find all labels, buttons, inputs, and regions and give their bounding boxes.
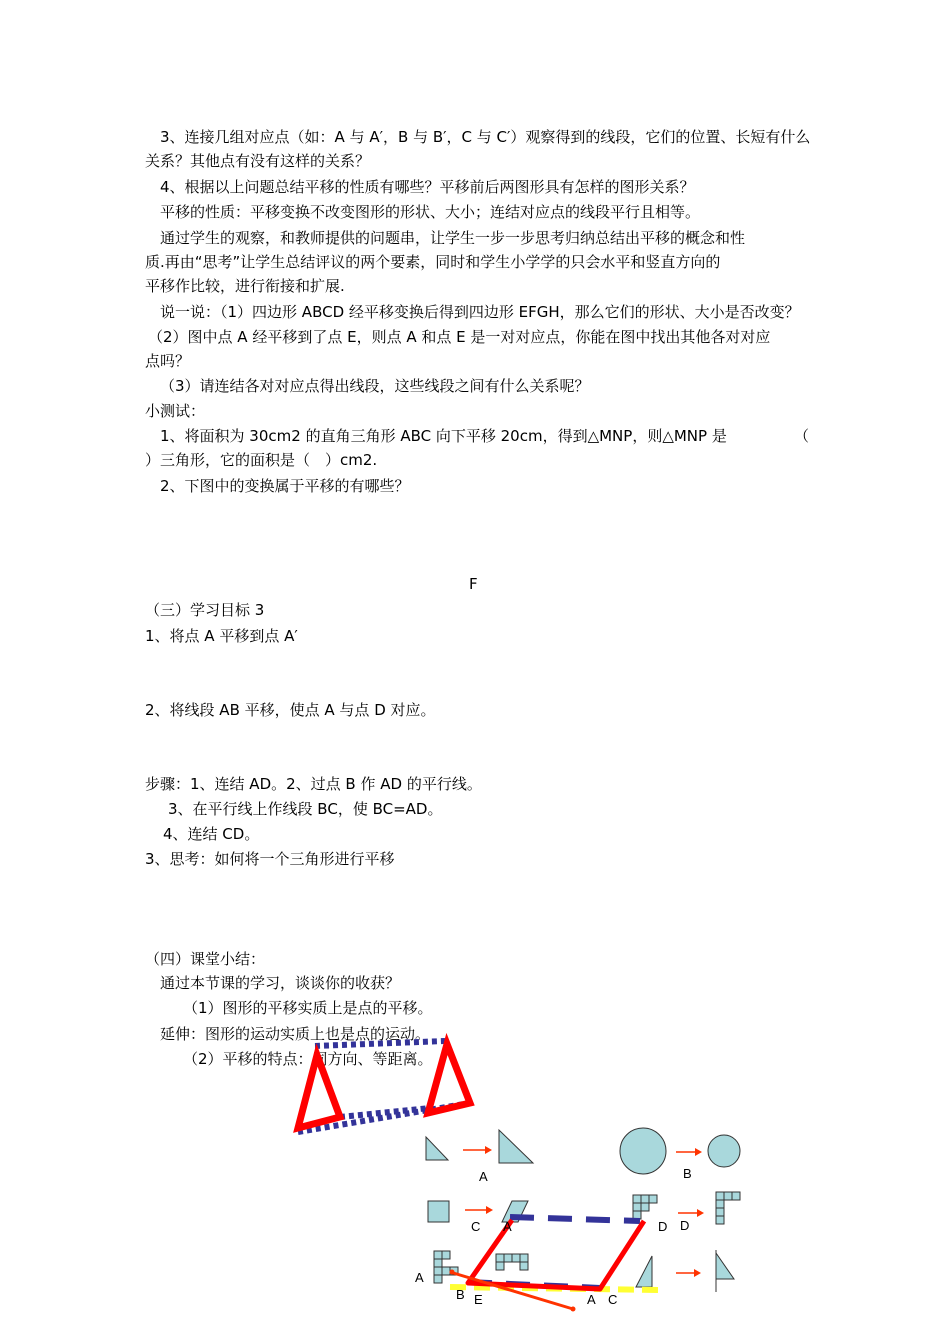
grid-shape-row3-left bbox=[434, 1251, 458, 1283]
line-6: 质.再由“思考”让学生总结评议的两个要素，同时和学生小学学的只会水平和竖直方向的 bbox=[145, 253, 721, 271]
line-1: 3、连接几组对应点（如：A 与 A′，B 与 B′，C 与 C′）观察得到的线段，它们的位置、长短有什么 bbox=[160, 128, 811, 146]
thin-triangle-shape bbox=[636, 1256, 652, 1287]
segment-point-a bbox=[450, 1270, 455, 1275]
fig-label-a2: A bbox=[503, 1219, 512, 1234]
grid-shape-d2 bbox=[716, 1192, 740, 1224]
line-summary-2: （2）平移的特点：同方向、等距离。 bbox=[183, 1050, 433, 1068]
arrow-b-head bbox=[695, 1148, 702, 1156]
line-5: 通过学生的观察，和教师提供的问题串，让学生一步一步思考归纳总结出平移的概念和性 bbox=[160, 229, 746, 247]
arrow-d-head bbox=[697, 1209, 704, 1217]
line-extend: 延伸：图形的运动实质上也是点的运动。 bbox=[160, 1025, 431, 1043]
arrow-a-head bbox=[485, 1146, 492, 1154]
line-3: 4、根据以上问题总结平移的性质有哪些？平移前后两图形具有怎样的图形关系？ bbox=[160, 178, 695, 196]
fig-label-a3: A bbox=[415, 1270, 424, 1285]
line-10: 点吗？ bbox=[145, 352, 191, 370]
dotted-connector-top bbox=[315, 1041, 445, 1046]
fig-label-d2: D bbox=[680, 1218, 690, 1233]
line-summary-1: （1）图形的平移实质上是点的平移。 bbox=[183, 999, 433, 1017]
fig-label-a4: A bbox=[587, 1292, 596, 1307]
red-parallelogram-outline bbox=[468, 1220, 644, 1289]
square-shape bbox=[428, 1201, 449, 1222]
large-triangle-shape bbox=[499, 1130, 533, 1163]
line-think: 3、思考：如何将一个三角形进行平移 bbox=[145, 850, 395, 868]
small-circle-shape bbox=[708, 1135, 740, 1167]
line-2: 关系？其他点有没有这样的关系？ bbox=[145, 152, 371, 170]
line-11: （3）请连结各对对应点得出线段，这些线段之间有什么关系呢？ bbox=[160, 377, 590, 395]
triangle-translation-figure bbox=[298, 1041, 470, 1132]
section-3-heading: （三）学习目标 3 bbox=[145, 601, 265, 619]
line-14: ）三角形，它的面积是（ ）cm2. bbox=[145, 451, 378, 469]
line-goal-1: 1、将点 A 平移到点 A′ bbox=[145, 627, 298, 645]
red-triangle-right bbox=[428, 1044, 470, 1113]
segment-point-b bbox=[571, 1307, 576, 1312]
line-8: 说一说：（1）四边形 ABCD 经平移变换后得到四边形 EFGH，那么它们的形状、大小是否改变？ bbox=[160, 303, 800, 321]
line-15: 2、下图中的变换属于平移的有哪些？ bbox=[160, 477, 410, 495]
fig-label-c2: C bbox=[608, 1292, 618, 1307]
red-triangle-left bbox=[298, 1055, 340, 1128]
arrow-e-head bbox=[694, 1269, 701, 1277]
fig-label-d1: D bbox=[658, 1219, 668, 1234]
label-f: F bbox=[469, 575, 478, 593]
arrow-c-head bbox=[486, 1206, 493, 1214]
fig-label-b2: B bbox=[456, 1287, 465, 1302]
fig-label-c1: C bbox=[471, 1219, 481, 1234]
navy-dash-line-top bbox=[510, 1217, 640, 1221]
line-goal-2: 2、将线段 AB 平移，使点 A 与点 D 对应。 bbox=[145, 701, 436, 719]
line-13-paren: （ bbox=[794, 427, 810, 445]
line-12: 小测试： bbox=[145, 402, 206, 420]
line-9: （2）图中点 A 经平移到了点 E，则点 A 和点 E 是一对对应点，你能在图中找出其他各对对应 bbox=[148, 328, 771, 346]
fig-label-e: E bbox=[474, 1292, 483, 1307]
flag-shape bbox=[716, 1253, 734, 1279]
section-4-heading: （四）课堂小结： bbox=[145, 950, 266, 968]
line-summary-q: 通过本节课的学习，谈谈你的收获？ bbox=[160, 974, 401, 992]
line-4: 平移的性质：平移变换不改变图形的形状、大小；连结对应点的线段平行且相等。 bbox=[160, 203, 701, 221]
large-circle-shape bbox=[620, 1128, 666, 1174]
line-step-3: 3、在平行线上作线段 BC，使 BC=AD。 bbox=[168, 800, 443, 818]
line-13: 1、将面积为 30cm2 的直角三角形 ABC 向下平移 20cm，得到△MNP，则△MNP 是 bbox=[160, 427, 727, 445]
line-steps: 步骤：1、连结 AD。2、过点 B 作 AD 的平行线。 bbox=[145, 775, 482, 793]
grid-shape-row3-right bbox=[496, 1254, 528, 1270]
small-triangle-shape bbox=[426, 1137, 448, 1160]
fig-label-b1: B bbox=[683, 1166, 692, 1181]
grid-shape-d1 bbox=[633, 1195, 657, 1219]
fig-label-a1: A bbox=[479, 1169, 488, 1184]
line-step-4: 4、连结 CD。 bbox=[163, 825, 260, 843]
line-7: 平移作比较，进行衔接和扩展. bbox=[145, 277, 345, 295]
